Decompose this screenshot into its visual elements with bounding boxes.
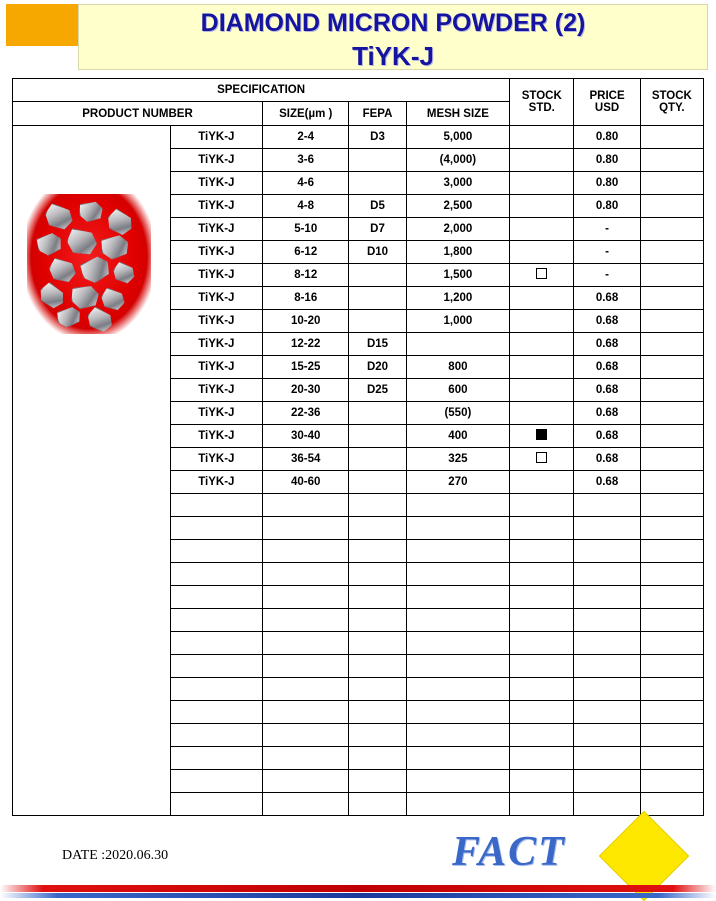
- cell-price: [574, 701, 640, 724]
- cell-fepa: [349, 563, 406, 586]
- cell-fepa: [349, 678, 406, 701]
- cell-price: [574, 747, 640, 770]
- cell-fepa: [349, 264, 406, 287]
- header-stock-std: [510, 79, 574, 126]
- cell-product-number: [170, 678, 262, 701]
- cell-stock-std: [510, 448, 574, 471]
- header-stock-qty-line2: QTY.: [659, 102, 685, 114]
- cell-product-number: [170, 586, 262, 609]
- header-size: SIZE(µm ): [263, 102, 349, 126]
- cell-stock-std: [510, 494, 574, 517]
- cell-size: [263, 678, 349, 701]
- cell-price: 0.68: [574, 287, 640, 310]
- diamond-grain-10: [36, 280, 69, 311]
- cell-size: [263, 770, 349, 793]
- cell-price: [574, 563, 640, 586]
- cell-fepa: [349, 609, 406, 632]
- cell-size: [263, 609, 349, 632]
- cell-price: [574, 494, 640, 517]
- header-stock-std-line2: STD.: [528, 102, 555, 114]
- diamond-grain-5: [65, 228, 98, 256]
- cell-price: 0.68: [574, 402, 640, 425]
- cell-stock-std: [510, 333, 574, 356]
- cell-stock-std: [510, 126, 574, 149]
- diamond-grain-12: [99, 287, 128, 312]
- header-fepa: FEPA: [349, 102, 406, 126]
- cell-stock-qty: [640, 310, 703, 333]
- cell-price: 0.68: [574, 448, 640, 471]
- cell-size: 20-30: [263, 379, 349, 402]
- cell-price: [574, 655, 640, 678]
- cell-price: -: [574, 218, 640, 241]
- cell-size: 22-36: [263, 402, 349, 425]
- header-specification: SPECIFICATION: [13, 79, 510, 102]
- cell-stock-std: [510, 701, 574, 724]
- cell-mesh-size: (4,000): [406, 149, 510, 172]
- cell-stock-qty: [640, 264, 703, 287]
- title-banner: [78, 4, 708, 70]
- cell-fepa: [349, 517, 406, 540]
- cell-price: 0.80: [574, 126, 640, 149]
- diamond-grain-11: [69, 284, 100, 311]
- cell-size: [263, 586, 349, 609]
- cell-product-number: TiYK-J: [170, 379, 262, 402]
- cell-size: [263, 632, 349, 655]
- header-product-number: PRODUCT NUMBER: [13, 102, 263, 126]
- cell-fepa: [349, 770, 406, 793]
- table-header-group-row: [13, 79, 704, 102]
- cell-stock-std: [510, 517, 574, 540]
- diamond-grain-14: [84, 305, 116, 334]
- cell-stock-qty: [640, 241, 703, 264]
- page-footer: [0, 822, 716, 900]
- header-accent-shape: [6, 4, 84, 46]
- cell-stock-qty: [640, 287, 703, 310]
- cell-stock-qty: [640, 425, 703, 448]
- cell-stock-qty: [640, 724, 703, 747]
- cell-size: [263, 724, 349, 747]
- cell-size: 40-60: [263, 471, 349, 494]
- cell-mesh-size: [406, 494, 510, 517]
- cell-product-number: [170, 517, 262, 540]
- cell-mesh-size: [406, 678, 510, 701]
- cell-fepa: [349, 747, 406, 770]
- cell-price: [574, 517, 640, 540]
- cell-stock-std: [510, 747, 574, 770]
- cell-fepa: D5: [349, 195, 406, 218]
- cell-stock-std: [510, 402, 574, 425]
- cell-product-number: TiYK-J: [170, 425, 262, 448]
- cell-stock-std: [510, 149, 574, 172]
- specification-table: [12, 78, 704, 816]
- cell-product-number: TiYK-J: [170, 333, 262, 356]
- cell-fepa: D7: [349, 218, 406, 241]
- cell-stock-std: [510, 793, 574, 816]
- cell-stock-qty: [640, 218, 703, 241]
- cell-size: [263, 540, 349, 563]
- cell-product-number: [170, 609, 262, 632]
- cell-stock-qty: [640, 586, 703, 609]
- cell-size: [263, 793, 349, 816]
- cell-stock-std: [510, 425, 574, 448]
- cell-fepa: D10: [349, 241, 406, 264]
- cell-mesh-size: 270: [406, 471, 510, 494]
- cell-size: [263, 517, 349, 540]
- cell-stock-qty: [640, 540, 703, 563]
- cell-product-number: [170, 747, 262, 770]
- specification-sheet: [12, 78, 704, 816]
- cell-size: 12-22: [263, 333, 349, 356]
- cell-fepa: [349, 701, 406, 724]
- cell-stock-qty: [640, 149, 703, 172]
- cell-fepa: [349, 287, 406, 310]
- cell-stock-std: [510, 724, 574, 747]
- cell-fepa: [349, 448, 406, 471]
- diamond-grain-7: [47, 257, 78, 284]
- cell-price: [574, 793, 640, 816]
- cell-mesh-size: [406, 563, 510, 586]
- cell-size: 15-25: [263, 356, 349, 379]
- cell-stock-qty: [640, 632, 703, 655]
- cell-mesh-size: 325: [406, 448, 510, 471]
- cell-price: 0.68: [574, 425, 640, 448]
- cell-stock-std: [510, 195, 574, 218]
- cell-mesh-size: [406, 770, 510, 793]
- cell-price: [574, 609, 640, 632]
- cell-fepa: D15: [349, 333, 406, 356]
- cell-fepa: [349, 149, 406, 172]
- cell-product-number: TiYK-J: [170, 264, 262, 287]
- diamond-grain-1: [42, 202, 75, 232]
- cell-size: 36-54: [263, 448, 349, 471]
- cell-product-number: TiYK-J: [170, 195, 262, 218]
- page-title-line2: TiYK-J: [352, 41, 434, 71]
- cell-stock-qty: [640, 494, 703, 517]
- diamond-grain-8: [77, 252, 114, 286]
- cell-size: 5-10: [263, 218, 349, 241]
- cell-fepa: D20: [349, 356, 406, 379]
- cell-stock-std: [510, 471, 574, 494]
- cell-product-number: [170, 770, 262, 793]
- cell-size: [263, 563, 349, 586]
- cell-stock-std: [510, 172, 574, 195]
- cell-stock-qty: [640, 402, 703, 425]
- footer-bar-red: [0, 885, 716, 892]
- cell-product-number: TiYK-J: [170, 218, 262, 241]
- cell-stock-std: [510, 356, 574, 379]
- cell-stock-qty: [640, 747, 703, 770]
- cell-stock-qty: [640, 126, 703, 149]
- header-stock-qty-line1: STOCK: [651, 90, 692, 102]
- cell-price: 0.80: [574, 195, 640, 218]
- cell-price: [574, 586, 640, 609]
- cell-fepa: [349, 793, 406, 816]
- cell-stock-qty: [640, 655, 703, 678]
- cell-stock-std: [510, 218, 574, 241]
- footer-bar-blue: [0, 893, 716, 898]
- cell-stock-std: [510, 540, 574, 563]
- cell-product-number: TiYK-J: [170, 149, 262, 172]
- cell-stock-std: [510, 310, 574, 333]
- cell-size: [263, 655, 349, 678]
- cell-product-number: [170, 540, 262, 563]
- page-header: [0, 0, 716, 72]
- cell-fepa: [349, 724, 406, 747]
- cell-size: 8-12: [263, 264, 349, 287]
- cell-stock-qty: [640, 333, 703, 356]
- footer-date: DATE :2020.06.30: [62, 848, 169, 863]
- cell-price: 0.80: [574, 149, 640, 172]
- cell-mesh-size: [406, 724, 510, 747]
- cell-product-number: [170, 632, 262, 655]
- cell-stock-qty: [640, 379, 703, 402]
- cell-product-number: [170, 724, 262, 747]
- cell-mesh-size: 1,500: [406, 264, 510, 287]
- cell-stock-qty: [640, 678, 703, 701]
- cell-mesh-size: 600: [406, 379, 510, 402]
- header-price-line2: USD: [594, 102, 620, 114]
- cell-mesh-size: 400: [406, 425, 510, 448]
- cell-mesh-size: 1,200: [406, 287, 510, 310]
- header-price-line1: PRICE: [589, 90, 625, 102]
- cell-stock-std: [510, 264, 574, 287]
- product-image-cell: [13, 126, 171, 816]
- cell-size: 10-20: [263, 310, 349, 333]
- cell-product-number: [170, 793, 262, 816]
- cell-stock-qty: [640, 172, 703, 195]
- stock-std-filled-checkbox-icon: [536, 429, 547, 440]
- cell-price: -: [574, 264, 640, 287]
- stock-std-open-checkbox-icon: [536, 452, 547, 463]
- cell-mesh-size: [406, 586, 510, 609]
- cell-mesh-size: [406, 655, 510, 678]
- diamond-grain-9: [110, 261, 137, 286]
- cell-stock-qty: [640, 517, 703, 540]
- cell-product-number: TiYK-J: [170, 172, 262, 195]
- cell-stock-qty: [640, 471, 703, 494]
- cell-fepa: D25: [349, 379, 406, 402]
- header-price: [574, 79, 640, 126]
- cell-mesh-size: [406, 747, 510, 770]
- cell-mesh-size: [406, 517, 510, 540]
- product-photo: [27, 194, 151, 334]
- cell-fepa: [349, 655, 406, 678]
- cell-stock-qty: [640, 701, 703, 724]
- cell-mesh-size: [406, 540, 510, 563]
- cell-fepa: [349, 632, 406, 655]
- diamond-grain-4: [34, 230, 65, 259]
- cell-product-number: TiYK-J: [170, 402, 262, 425]
- diamond-grain-2: [77, 200, 104, 224]
- cell-product-number: TiYK-J: [170, 471, 262, 494]
- cell-product-number: [170, 655, 262, 678]
- cell-price: [574, 540, 640, 563]
- cell-size: [263, 747, 349, 770]
- cell-stock-qty: [640, 448, 703, 471]
- cell-stock-std: [510, 770, 574, 793]
- cell-size: [263, 701, 349, 724]
- cell-price: [574, 724, 640, 747]
- header-stock-std-line1: STOCK: [521, 90, 562, 102]
- cell-mesh-size: 1,000: [406, 310, 510, 333]
- cell-price: [574, 770, 640, 793]
- cell-price: 0.68: [574, 379, 640, 402]
- cell-stock-std: [510, 586, 574, 609]
- cell-stock-qty: [640, 195, 703, 218]
- cell-price: [574, 632, 640, 655]
- cell-fepa: [349, 402, 406, 425]
- cell-stock-std: [510, 655, 574, 678]
- cell-price: 0.68: [574, 333, 640, 356]
- cell-stock-qty: [640, 356, 703, 379]
- cell-size: 2-4: [263, 126, 349, 149]
- cell-mesh-size: 3,000: [406, 172, 510, 195]
- product-image-wrapper: [13, 126, 170, 815]
- cell-price: 0.80: [574, 172, 640, 195]
- fact-logo: FACT: [452, 829, 566, 875]
- cell-stock-qty: [640, 793, 703, 816]
- table-body: [13, 126, 704, 816]
- cell-product-number: TiYK-J: [170, 287, 262, 310]
- header-mesh-size: MESH SIZE: [406, 102, 510, 126]
- cell-price: 0.68: [574, 310, 640, 333]
- cell-size: 8-16: [263, 287, 349, 310]
- cell-stock-qty: [640, 609, 703, 632]
- cell-stock-std: [510, 632, 574, 655]
- cell-stock-std: [510, 563, 574, 586]
- cell-product-number: [170, 563, 262, 586]
- cell-stock-std: [510, 678, 574, 701]
- cell-mesh-size: [406, 333, 510, 356]
- cell-mesh-size: 5,000: [406, 126, 510, 149]
- cell-size: [263, 494, 349, 517]
- cell-size: 6-12: [263, 241, 349, 264]
- cell-fepa: D3: [349, 126, 406, 149]
- cell-stock-qty: [640, 563, 703, 586]
- cell-mesh-size: 2,000: [406, 218, 510, 241]
- cell-product-number: TiYK-J: [170, 126, 262, 149]
- page-title-line1: DIAMOND MICRON POWDER (2): [200, 9, 586, 37]
- diamond-grain-13: [55, 304, 84, 330]
- diamond-grain-3: [103, 207, 136, 238]
- cell-product-number: [170, 701, 262, 724]
- cell-fepa: [349, 586, 406, 609]
- cell-mesh-size: 800: [406, 356, 510, 379]
- cell-size: 4-8: [263, 195, 349, 218]
- cell-stock-std: [510, 609, 574, 632]
- cell-product-number: TiYK-J: [170, 241, 262, 264]
- cell-price: -: [574, 241, 640, 264]
- cell-stock-std: [510, 241, 574, 264]
- cell-price: 0.68: [574, 356, 640, 379]
- cell-mesh-size: [406, 793, 510, 816]
- cell-fepa: [349, 172, 406, 195]
- cell-product-number: TiYK-J: [170, 310, 262, 333]
- cell-stock-qty: [640, 770, 703, 793]
- stock-std-open-checkbox-icon: [536, 268, 547, 279]
- header-stock-qty: [640, 79, 703, 126]
- cell-mesh-size: (550): [406, 402, 510, 425]
- table-row: [13, 126, 704, 149]
- cell-product-number: TiYK-J: [170, 356, 262, 379]
- cell-product-number: TiYK-J: [170, 448, 262, 471]
- cell-fepa: [349, 425, 406, 448]
- cell-stock-std: [510, 287, 574, 310]
- cell-size: 3-6: [263, 149, 349, 172]
- cell-size: 4-6: [263, 172, 349, 195]
- cell-mesh-size: 1,800: [406, 241, 510, 264]
- cell-fepa: [349, 310, 406, 333]
- cell-fepa: [349, 494, 406, 517]
- cell-price: 0.68: [574, 471, 640, 494]
- cell-price: [574, 678, 640, 701]
- cell-mesh-size: 2,500: [406, 195, 510, 218]
- cell-mesh-size: [406, 609, 510, 632]
- diamond-grain-6: [98, 232, 131, 262]
- cell-fepa: [349, 540, 406, 563]
- cell-size: 30-40: [263, 425, 349, 448]
- cell-fepa: [349, 471, 406, 494]
- cell-stock-std: [510, 379, 574, 402]
- cell-mesh-size: [406, 632, 510, 655]
- cell-mesh-size: [406, 701, 510, 724]
- cell-product-number: [170, 494, 262, 517]
